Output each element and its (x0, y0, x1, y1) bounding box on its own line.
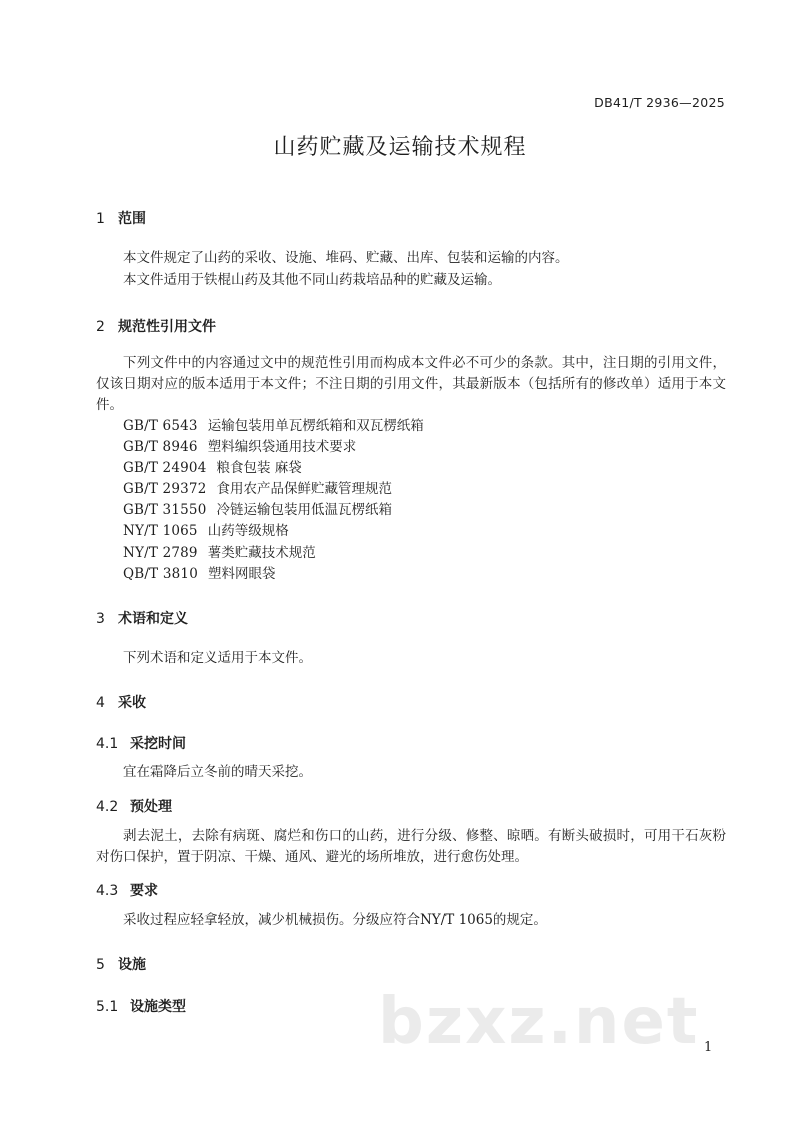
section-title: 采收 (118, 695, 146, 711)
section-number: 4.3 (96, 883, 119, 899)
section-number: 4 (96, 695, 105, 711)
section-2-heading (96, 316, 216, 336)
section-number: 3 (96, 611, 105, 627)
section-title: 采挖时间 (130, 736, 186, 752)
reference-title: 塑料网眼袋 (208, 565, 276, 582)
section-title: 术语和定义 (118, 611, 188, 627)
paragraph: 本文件适用于铁棍山药及其他不同山药栽培品种的贮藏及运输。 (123, 272, 501, 288)
list-item (123, 479, 424, 500)
section-title: 设施类型 (130, 999, 186, 1015)
list-item (123, 543, 424, 564)
reference-code: QB/T 3810 (123, 565, 198, 582)
reference-title: 山药等级规格 (207, 523, 289, 540)
watermark: bzxz.net (378, 985, 700, 1059)
paragraph: 下列术语和定义适用于本文件。 (123, 650, 312, 666)
section-title: 规范性引用文件 (118, 319, 216, 335)
reference-code: GB/T 6543 (123, 418, 198, 434)
reference-title: 粮食包装 麻袋 (216, 460, 302, 477)
reference-title: 薯类贮藏技术规范 (207, 544, 316, 561)
paragraph: 下列文件中的内容通过文中的规范性引用而构成本文件必不可少的条款。其中，注日期的引用文件，仅该日期对应的版本适用于本文件；不注日期的引用文件，其最新版本（包括所有的修改单）适用于本文件。 (96, 355, 726, 413)
section-title: 预处理 (130, 799, 172, 815)
subsection-5-1-heading (96, 996, 186, 1016)
section-5-heading (96, 954, 146, 974)
paragraph: 本文件规定了山药的采收、设施、堆码、贮藏、出库、包装和运输的内容。 (123, 250, 569, 266)
subsection-4-3-heading (96, 880, 158, 900)
reference-title: 冷链运输包装用低温瓦楞纸箱 (216, 502, 392, 519)
reference-title: 食用农产品保鲜贮藏管理规范 (216, 481, 392, 498)
page-number: 1 (704, 1040, 713, 1055)
subsection-4-1-heading (96, 733, 186, 753)
section-4-heading (96, 692, 146, 712)
paragraph: 采收过程应轻拿轻放，减少机械损伤。分级应符合NY/T 1065的规定。 (123, 912, 547, 928)
reference-code: GB/T 31550 (123, 502, 207, 519)
reference-code: GB/T 24904 (123, 460, 207, 477)
normative-reference-list (123, 416, 424, 585)
section-3-heading (96, 608, 188, 628)
section-title: 设施 (118, 957, 146, 973)
section-number: 4.2 (96, 799, 119, 815)
list-item (123, 521, 424, 542)
paragraph: 宜在霜降后立冬前的晴天采挖。 (123, 764, 312, 780)
section-number: 5 (96, 957, 105, 973)
reference-title: 运输包装用单瓦楞纸箱和双瓦楞纸箱 (207, 418, 424, 434)
reference-title: 塑料编织袋通用技术要求 (207, 439, 357, 456)
list-item (123, 416, 424, 437)
reference-code: GB/T 8946 (123, 439, 198, 456)
reference-code: GB/T 29372 (123, 481, 207, 498)
list-item (123, 564, 424, 585)
list-item (123, 437, 424, 458)
reference-code: NY/T 2789 (123, 544, 198, 561)
section-title: 范围 (118, 211, 146, 227)
section-number: 1 (96, 211, 105, 227)
list-item (123, 500, 424, 521)
list-item (123, 458, 424, 479)
document-title: 山药贮藏及运输技术规程 (273, 135, 527, 160)
document-code: DB41/T 2936—2025 (594, 95, 725, 110)
section-number: 5.1 (96, 999, 119, 1015)
section-title: 要求 (130, 883, 158, 899)
section-number: 4.1 (96, 736, 119, 752)
section-number: 2 (96, 319, 105, 335)
paragraph: 剥去泥土，去除有病斑、腐烂和伤口的山药，进行分级、修整、晾晒。有断头破损时，可用干石灰粉对伤口保护，置于阴凉、干燥、通风、避光的场所堆放，进行愈伤处理。 (96, 828, 726, 865)
section-1-heading (96, 208, 146, 228)
reference-code: NY/T 1065 (123, 523, 198, 540)
subsection-4-2-heading (96, 796, 172, 816)
